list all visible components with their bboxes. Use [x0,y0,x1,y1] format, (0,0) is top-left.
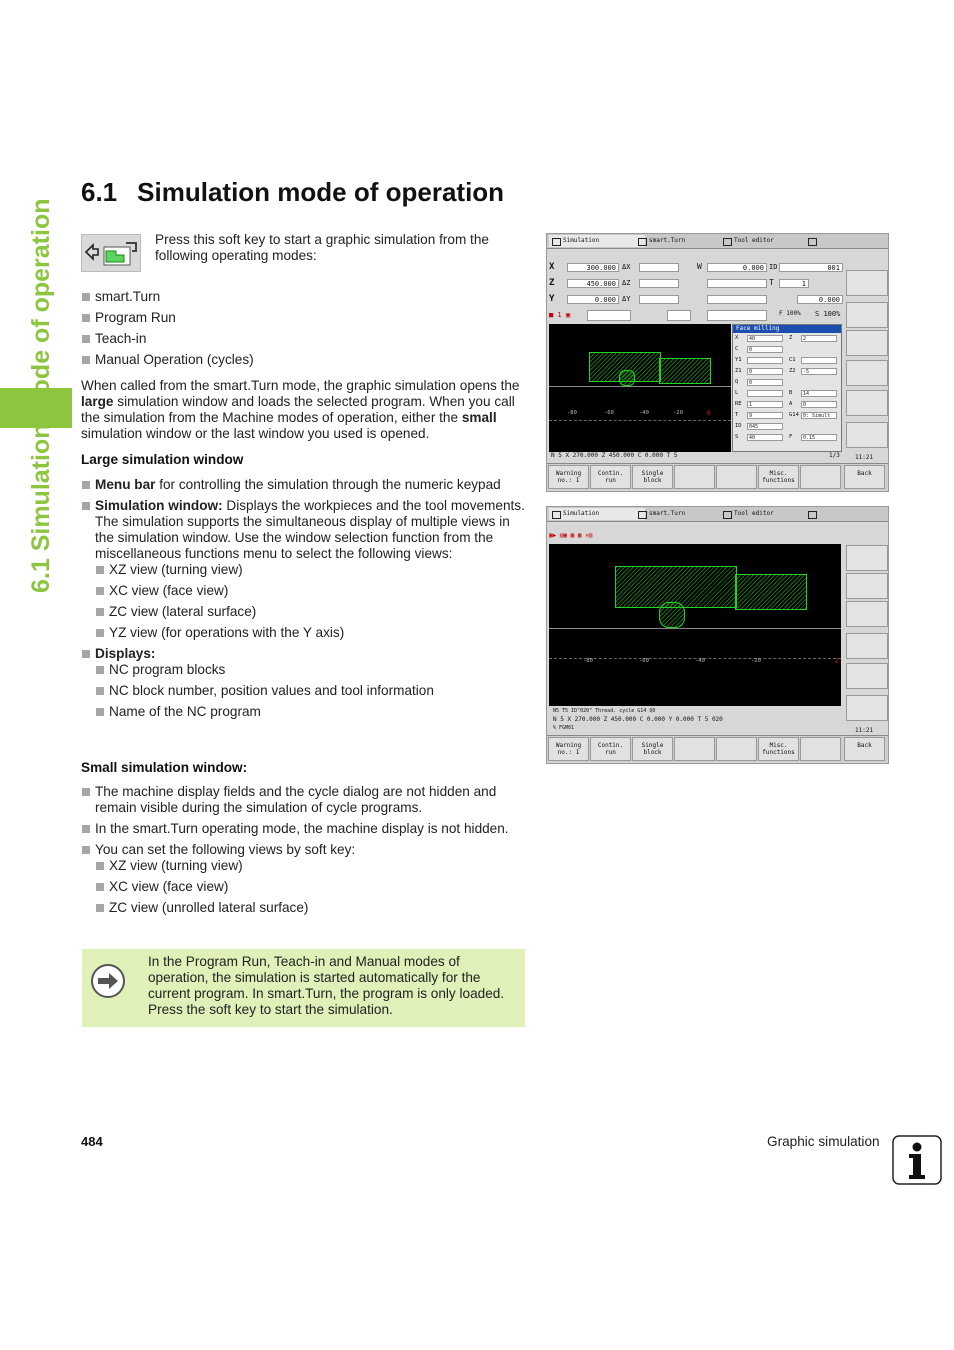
list-item: Manual Operation (cycles) [81,352,521,368]
side-softkey[interactable] [846,390,888,416]
id-label: ID [769,263,778,271]
tab-smart-turn[interactable]: smart.Turn [635,235,731,247]
softkey-misc-functions[interactable]: Misc. functions [758,737,799,761]
softkey-single-block[interactable]: Single block [632,465,673,489]
override-s: S 100% [815,310,841,318]
axis-x-delta: ΔX [622,263,631,271]
list-item: Displays: NC program blocks NC block number, position values and tool information Name of the NC program [81,646,529,720]
dialog-field[interactable]: 0 [747,368,783,375]
dialog-field[interactable]: 14 [801,390,837,397]
large-window-list [81,477,529,725]
list-item: smart.Turn [81,289,521,305]
dialog-label: Z2 [789,368,796,374]
softkey-empty[interactable] [800,465,841,489]
axis-z-delta: ΔZ [622,279,631,287]
dialog-field[interactable]: 40 [747,434,783,441]
cycle-dialog [732,324,842,452]
dialog-label: S [735,434,739,440]
c-value: 0.000 [797,295,843,304]
info-icon [892,1135,942,1185]
simulation-graphic: -80 -60 -40 -20 Z [549,544,841,706]
tab-extra[interactable] [805,508,901,520]
workpiece-contour-2 [735,574,807,610]
softkey-back[interactable]: Back [844,737,885,761]
feed-display [587,310,631,321]
softkey-continuous-run[interactable]: Contin. run [590,737,631,761]
list-item: XC view (face view) [95,583,529,599]
dialog-label: C [735,346,739,352]
dialog-field[interactable]: 2 [801,335,837,342]
simulation-graphic: -80 -60 -40 -20 0 [549,324,731,452]
dialog-label: C1 [789,357,796,363]
dialog-title: Face milling [733,325,841,333]
list-item: Program Run [81,310,521,326]
list-item: NC program blocks [95,662,529,678]
list-item: Teach-in [81,331,521,347]
dialog-label: RE [735,401,742,407]
small-window-list [81,784,529,921]
side-softkey[interactable] [846,545,888,571]
tab-simulation[interactable]: Simulation [549,235,645,247]
softkey-empty[interactable] [800,737,841,761]
intro-text: Press this soft key to start a graphic simulation from the following operating modes: [155,232,489,263]
large-simulation-screenshot [546,233,889,492]
list-item: In the smart.Turn operating mode, the machine display is not hidden. [81,821,529,837]
speed-bar [707,310,767,321]
tab-simulation[interactable]: Simulation [549,508,645,520]
list-item: NC block number, position values and tool information [95,683,529,699]
axis-y-value: 0.000 [567,295,619,304]
footer-title: Graphic simulation [767,1134,880,1149]
dialog-label: Q [735,379,739,385]
side-softkey-column [844,264,888,464]
dialog-field[interactable]: 40 [747,335,783,342]
softkey-row [547,463,888,490]
dialog-label: X [735,335,739,341]
list-item: Menu bar for controlling the simulation through the numeric keypad [81,477,529,493]
side-softkey[interactable] [846,601,888,627]
dialog-label: Y1 [735,357,742,363]
side-softkey[interactable] [846,302,888,328]
override-f: F 100% [779,310,801,317]
dialog-label: A [789,401,793,407]
softkey-row [547,735,888,762]
id-value: 001 [779,263,843,272]
side-softkey[interactable] [846,330,888,356]
display-list [95,662,529,720]
axis-y-delta: ΔY [622,295,631,303]
tab-extra[interactable] [805,235,901,247]
softkey-back[interactable]: Back [844,465,885,489]
dialog-page: 1/3 [829,452,840,459]
tab-tool-editor[interactable]: Tool editor [720,235,816,247]
softkey-tool-icon[interactable] [674,737,715,761]
t-label: T [769,278,774,287]
thread-marker [619,370,635,386]
dialog-field[interactable]: 0.15 [801,434,837,441]
softkey-warning[interactable]: Warning no.: 1 [548,737,589,761]
list-item: You can set the following views by soft key: XZ view (turning view) XC view (face view) ZC view (unrolled lateral surface) [81,842,529,916]
softkey-single-block[interactable]: Single block [632,737,673,761]
side-softkey[interactable] [846,270,888,296]
side-chapter-title: 6.1 Simulation mode of operation [27,198,55,593]
mode-tab-bar [547,234,888,249]
softkey-warning[interactable]: Warning no.: 1 [548,465,589,489]
dialog-label: B [789,390,793,396]
sim-menu-icons: ▣▶ ▤▣ ▦ ▦ ✕▤ [549,532,593,539]
dialog-label: L [735,390,739,396]
softkey-view-icon[interactable] [716,737,757,761]
list-item: ZC view (lateral surface) [95,604,529,620]
list-item: XC view (face view) [95,879,529,895]
large-window-heading: Large simulation window [81,452,244,467]
softkey-tool-icon[interactable] [674,465,715,489]
nc-block-line: N5 T5 ID"020" Thread. cycle G14 Q0 [553,708,656,714]
list-item: YZ view (for operations with the Y axis) [95,625,529,641]
program-name: % FGM01 [553,725,575,731]
dialog-label: Z [789,335,793,341]
clock: 11:21 [855,727,874,734]
axis-x-row: X [549,262,555,272]
dialog-field[interactable]: 0: Simult [801,412,837,419]
side-softkey[interactable] [846,663,888,689]
list-item: The machine display fields and the cycle dialog are not hidden and remain visible during the simulation of cycle programs. [81,784,529,816]
thread-marker [659,602,685,628]
softkey-misc-functions[interactable]: Misc. functions [758,465,799,489]
view-list [95,562,529,641]
dialog-label: F [789,434,793,440]
note-box [82,949,525,1027]
speed-display [667,310,691,321]
side-softkey[interactable] [846,573,888,599]
axis-x-value: 300.000 [567,263,619,272]
list-item: XZ view (turning view) [95,562,529,578]
section-title: Simulation mode of operation [137,177,505,207]
clock: 11:21 [855,454,874,461]
side-softkey[interactable] [846,633,888,659]
dialog-field[interactable] [747,390,783,397]
axis-y-row: Y [549,294,555,304]
page-title [81,177,504,208]
dialog-label: T [735,412,739,418]
axis-z-row: Z [549,278,555,288]
side-softkey-column [844,537,888,737]
tool-field [707,279,767,288]
mode-tab-bar [547,507,888,522]
dialog-field[interactable]: 0 [747,379,783,386]
tool-field-2 [707,295,767,304]
list-item: Simulation window: Displays the workpieces and the tool movements. The simulation supports the simultaneous display of multiple views in the simulation window. Use the window selection function from the miscellaneous functions menu to select the following views: XZ view (turning view) XC view (face view) ZC view (lateral surface) YZ view (for operations with the Y axis) [81,498,529,641]
list-item: ZC view (unrolled lateral surface) [95,900,529,916]
workpiece-contour-2 [659,358,711,384]
dialog-label: ID [735,423,742,429]
small-window-heading: Small simulation window: [81,760,248,775]
spindle-status: ■ 1 ▣ [549,311,571,319]
tab-smart-turn[interactable]: smart.Turn [635,508,731,520]
dialog-field[interactable]: 0 [747,346,783,353]
dialog-field[interactable]: 1 [747,401,783,408]
note-text: In the Program Run, Teach-in and Manual modes of operation, the simulation is started automatically for the current program. In smart.Turn, the program is only loaded. Press the soft key to start the simulation. [148,954,505,1017]
dialog-field[interactable]: -5 [801,368,837,375]
dialog-field[interactable]: 045 [747,423,783,430]
small-simulation-screenshot [546,506,889,764]
section-number: 6.1 [81,177,118,207]
softkey-continuous-run[interactable]: Contin. run [590,465,631,489]
side-softkey[interactable] [846,422,888,448]
dialog-field[interactable]: 9 [747,412,783,419]
axis-z-value: 450.000 [567,279,619,288]
view-list [95,858,529,916]
w-label: W [697,262,702,271]
side-softkey[interactable] [846,360,888,386]
mode-list [81,289,521,373]
list-item: XZ view (turning view) [95,858,529,874]
arrow-right-icon [90,963,126,999]
softkey-view-icon[interactable] [716,465,757,489]
dialog-field[interactable] [801,357,837,364]
dialog-label: Z1 [735,368,742,374]
call-description: When called from the smart.Turn mode, the graphic simulation opens the large simulation window and loads the selected program. When you call the simulation from the Machine modes of operation, either the small simulation window or the last window you used is opened. [81,378,520,441]
page-number: 484 [81,1134,103,1149]
simulation-softkey-icon [81,234,141,272]
dialog-label: G14 [789,412,799,418]
tab-tool-editor[interactable]: Tool editor [720,508,816,520]
status-line: N 5 X 270.000 Z 450.000 C 0.000 Y 0.000 T 5 020 [553,716,723,723]
delta-y-field [639,295,679,304]
delta-z-field [639,279,679,288]
dialog-field[interactable]: 0 [801,401,837,408]
w-value: 0.000 [707,263,767,272]
dialog-field[interactable] [747,357,783,364]
t-value: 1 [779,279,809,288]
list-item: Name of the NC program [95,704,529,720]
status-line: N 5 X 270.000 Z 450.000 C 0.000 T 5 [551,452,678,459]
delta-x-field [639,263,679,272]
side-softkey[interactable] [846,695,888,721]
